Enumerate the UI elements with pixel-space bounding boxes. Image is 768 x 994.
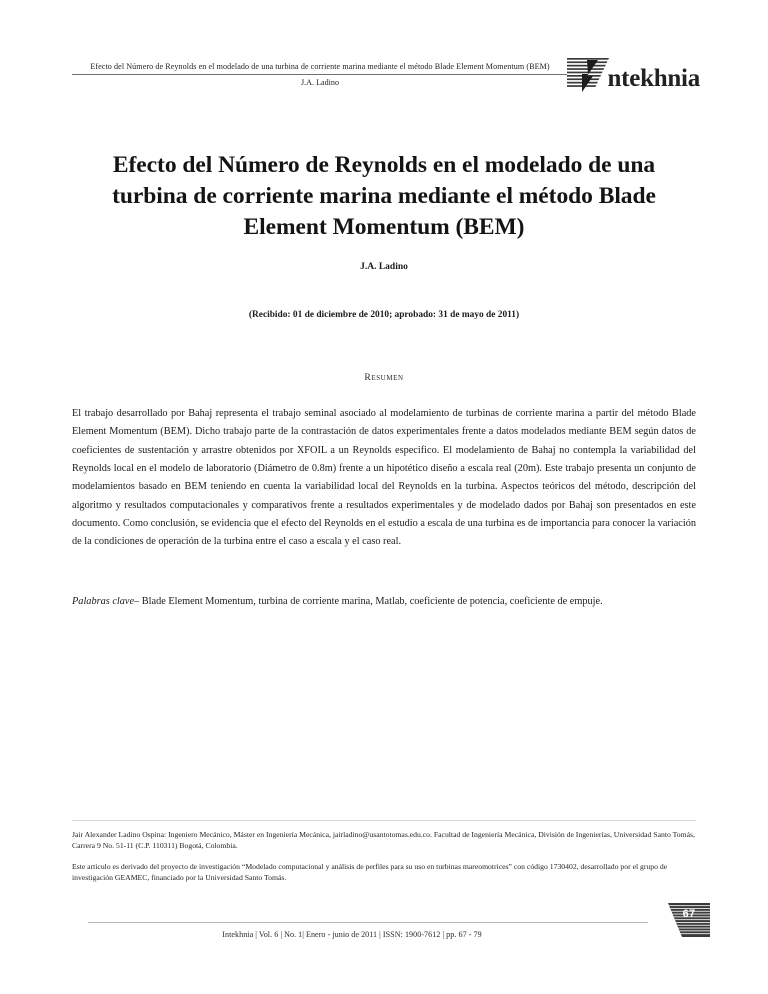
page-title: Efecto del Número de Reynolds en el modelado de una turbina de corriente marina mediante el método Blade Element Momentum (BEM) [112, 151, 656, 241]
footnote-affiliation: Jair Alexander Ladino Ospina: Ingeniero Mecánico, Máster en Ingeniería Mecánica, jairladino@usantotomas.edu.co. Facultad de Ingeniería Mecánica, División de Ingenierías, Universidad Santo Tomás, Carrera 9 No. 51-11 (C.P. 110311) Bogotá, Colombia. [72, 830, 695, 851]
author-byline: J.A. Ladino [360, 262, 408, 272]
intekhnia-striped-flag-icon [565, 52, 611, 94]
publisher-logo [565, 48, 700, 94]
footer-separator [88, 922, 648, 923]
abstract-body: El trabajo desarrollado por Bahaj representa el trabajo seminal asociado al modelamiento de turbinas de corriente marina a partir del método Blade Element Momentum (BEM). Dicho trabajo parte de la contrastación de datos experimentales frente a datos modelados mediante BEM según datos de coeficientes de sustentación y arrastre obtenidos por XFOIL a un Reynolds especifico. El modelamiento de Bahaj no contempla la variabilidad del Reynolds local en el modelo de laboratorio (Diámetro de 0.8m) frente a un hipotético diseño a escala real (20m). Este trabajo presenta un conjunto de modelamientos basado en BEM teniendo en cuenta la variabilidad local del Reynolds en la turbina. Aspectos teóricos del método, descripción del algoritmo y resultados computacionales y comparativos frente a resultados experimentales y de modelado dados por Bahaj son presentados en este documento. Como conclusión, se evidencia que el efecto del Reynolds en el estudio a escala de una turbina es de importancia para conocer la variación de la condiciones de operación de la turbina entre el caso a escala y el caso real. [72, 408, 696, 548]
keywords-list: Blade Element Momentum, turbina de corriente marina, Matlab, coeficiente de potencia, coeficiente de empuje. [141, 596, 603, 607]
keywords [72, 593, 696, 611]
running-head-title: Efecto del Número de Reynolds en el modelado de una turbina de corriente marina mediante el método Blade Element Momentum (BEM) [72, 62, 568, 75]
keywords-label: Palabras clave– [72, 596, 140, 607]
footnote-funding: Este articulo es derivado del proyecto de investigación “Modelado computacional y análisis de perfiles para su uso en turbinas mareomotrices” con código 1730402, desarrollado por el grupo de investigación GEAMEC, financiado por la Universidad Santo Tomás. [72, 861, 668, 883]
running-head-author: J.A. Ladino [301, 77, 339, 87]
running-head [72, 62, 568, 87]
footer-citation: Intekhnia | Vol. 6 | No. 1| Enero - junio de 2011 | ISSN: 1900-7612 | pp. 67 - 79 [222, 930, 482, 939]
received-approved-dates: (Recibido: 01 de diciembre de 2010; aprobado: 31 de mayo de 2011) [248, 310, 520, 320]
logo-mark-svg [565, 52, 611, 94]
footnote-separator [72, 820, 696, 821]
abstract-heading: Resumen [364, 372, 404, 383]
footnotes [72, 829, 696, 893]
logo-wordmark: ntekhnia [607, 65, 700, 92]
page-number: 67 [682, 908, 696, 920]
